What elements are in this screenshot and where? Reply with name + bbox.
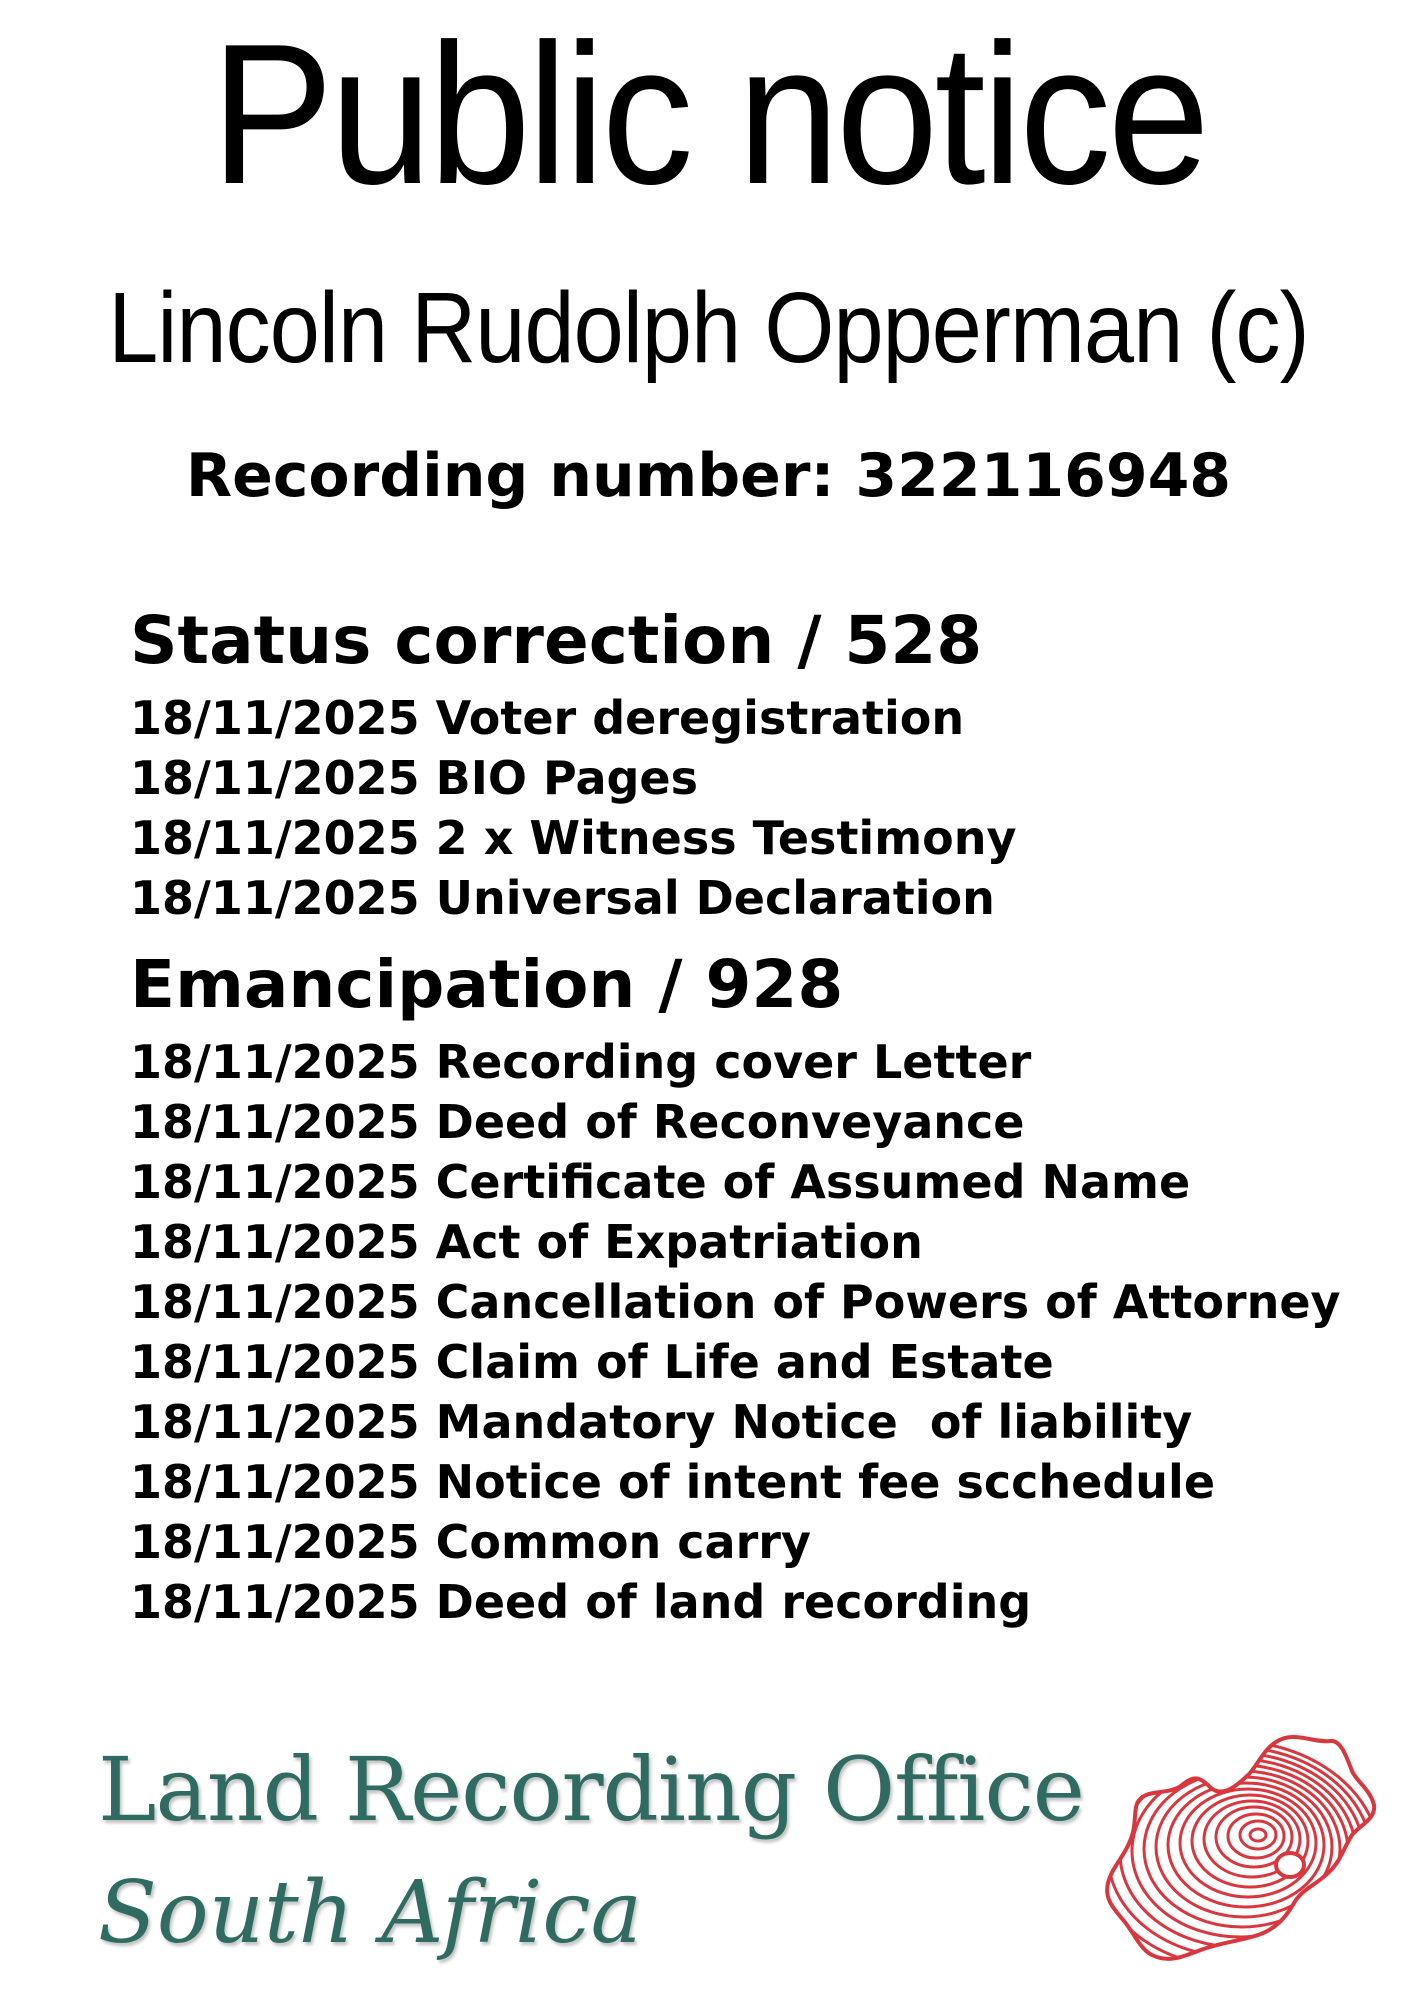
list-item: 18/11/2025 Common carry [130, 1515, 811, 1569]
list-item: 18/11/2025 Certificate of Assumed Name [130, 1155, 1191, 1209]
list-item: 18/11/2025 BIO Pages [130, 751, 698, 805]
recipient-name: Lincoln Rudolph Opperman (c) [108, 272, 1309, 384]
section-heading: Status correction / 528 [130, 602, 983, 679]
organization-name: Land Recording Office [98, 1738, 1084, 1841]
list-item: 18/11/2025 Recording cover Letter [130, 1035, 1032, 1089]
list-item: 18/11/2025 Mandatory Notice of liability [130, 1395, 1193, 1449]
document-list [130, 1032, 1380, 1632]
list-item: 18/11/2025 Notice of intent fee scchedule [130, 1455, 1216, 1509]
list-item: 18/11/2025 Deed of land recording [130, 1575, 1032, 1629]
notice-content [130, 598, 1380, 1632]
document-list [130, 688, 1380, 928]
recording-number: Recording number: 322116948 [185, 441, 1232, 511]
south-africa-fingerprint-map-icon [1090, 1715, 1380, 1975]
section-heading: Emancipation / 928 [130, 946, 844, 1023]
section-status-correction [130, 598, 1380, 928]
list-item: 18/11/2025 Act of Expatriation [130, 1215, 923, 1269]
list-item: 18/11/2025 Universal Declaration [130, 871, 995, 925]
list-item: 18/11/2025 Claim of Life and Estate [130, 1335, 1054, 1389]
list-item: 18/11/2025 Voter deregistration [130, 691, 965, 745]
list-item: 18/11/2025 Cancellation of Powers of Attorney [130, 1275, 1341, 1329]
organization-country: South Africa [98, 1863, 642, 1963]
list-item: 18/11/2025 Deed of Reconveyance [130, 1095, 1025, 1149]
notice-title: Public notice [210, 3, 1207, 226]
list-item: 18/11/2025 2 x Witness Testimony [130, 811, 1017, 865]
section-emancipation [130, 942, 1380, 1632]
